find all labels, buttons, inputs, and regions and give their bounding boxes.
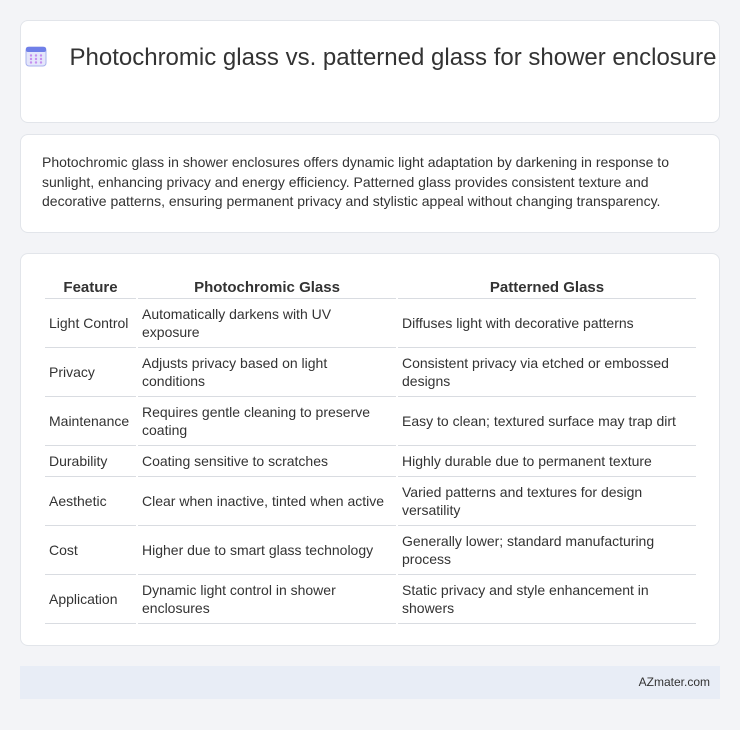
- description-text: Photochromic glass in shower enclosures offers dynamic light adaptation by darkening in response to sunlight, enhancing privacy and energy efficiency. Patterned glass provides consistent texture and decorative patterns, ensuring permanent privacy and stylistic appeal without changing transparency.: [42, 154, 669, 209]
- footer-brand[interactable]: AZmater.com: [638, 675, 710, 689]
- page-title: [21, 43, 719, 72]
- cell-patterned: Generally lower; standard manufacturing process: [398, 526, 696, 575]
- cell-photochromic: Automatically darkens with UV exposure: [138, 299, 396, 348]
- table-row: [45, 526, 696, 575]
- page-title-text: Photochromic glass vs. patterned glass for shower enclosure: [69, 44, 717, 71]
- comparison-card: [20, 253, 720, 646]
- table-row: [45, 575, 696, 624]
- title-card: [20, 20, 720, 123]
- cell-patterned: Varied patterns and textures for design versatility: [398, 477, 696, 526]
- cell-photochromic: Dynamic light control in shower enclosures: [138, 575, 396, 624]
- cell-feature: Light Control: [45, 299, 136, 348]
- cell-photochromic: Coating sensitive to scratches: [138, 446, 396, 477]
- cell-feature: Aesthetic: [45, 477, 136, 526]
- header-patterned: Patterned Glass: [398, 277, 696, 299]
- comparison-table: [43, 277, 698, 624]
- cell-photochromic: Higher due to smart glass technology: [138, 526, 396, 575]
- cell-patterned: Diffuses light with decorative patterns: [398, 299, 696, 348]
- cell-patterned: Easy to clean; textured surface may trap dirt: [398, 397, 696, 446]
- cell-feature: Privacy: [45, 348, 136, 397]
- table-row: [45, 348, 696, 397]
- table-row: [45, 446, 696, 477]
- calendar-icon: [24, 44, 48, 68]
- table-header-row: [45, 277, 696, 299]
- cell-patterned: Static privacy and style enhancement in showers: [398, 575, 696, 624]
- table-row: [45, 477, 696, 526]
- table-row: [45, 397, 696, 446]
- description-card: [20, 134, 720, 233]
- cell-feature: Durability: [45, 446, 136, 477]
- footer-bar: [20, 666, 720, 699]
- cell-photochromic: Adjusts privacy based on light conditions: [138, 348, 396, 397]
- header-photochromic: Photochromic Glass: [138, 277, 396, 299]
- cell-patterned: Consistent privacy via etched or embossed designs: [398, 348, 696, 397]
- table-row: [45, 299, 696, 348]
- header-feature: Feature: [45, 277, 136, 299]
- cell-feature: Maintenance: [45, 397, 136, 446]
- cell-photochromic: Clear when inactive, tinted when active: [138, 477, 396, 526]
- cell-photochromic: Requires gentle cleaning to preserve coating: [138, 397, 396, 446]
- cell-patterned: Highly durable due to permanent texture: [398, 446, 696, 477]
- cell-feature: Application: [45, 575, 136, 624]
- cell-feature: Cost: [45, 526, 136, 575]
